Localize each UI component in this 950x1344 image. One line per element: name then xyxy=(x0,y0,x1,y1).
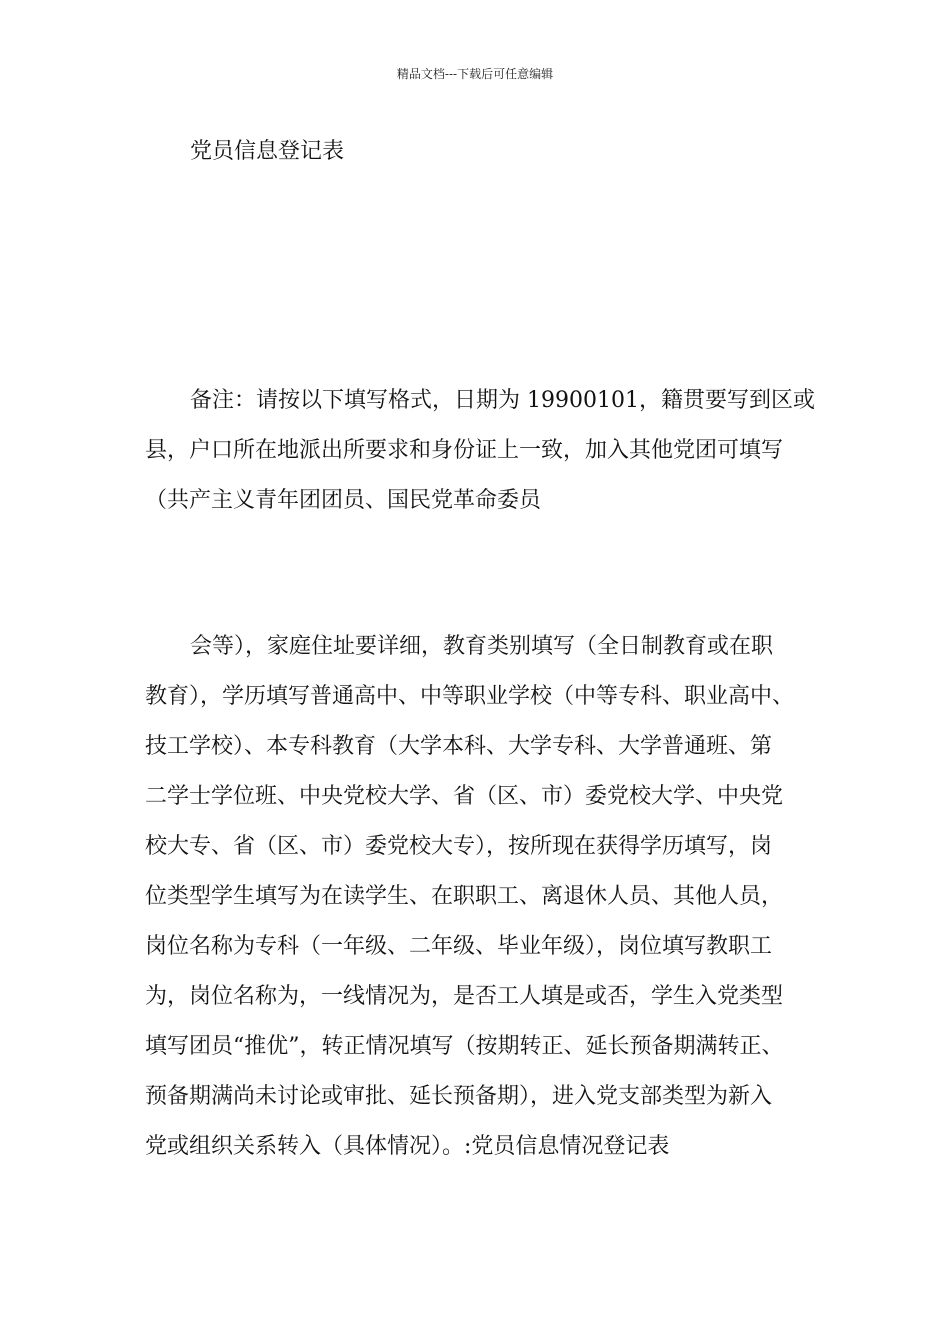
paragraph-line: 备注：请按以下填写格式，日期为 19900101，籍贯要写到区或 xyxy=(190,388,815,413)
page-header-note: 精品文档---下载后可任意编辑 xyxy=(396,67,554,81)
document-title: 党员信息登记表 xyxy=(190,139,345,164)
paragraph-line: 填写团员“推优”，转正情况填写（按期转正、延长预备期满转正、 xyxy=(145,1034,784,1059)
remarks-paragraph xyxy=(145,376,817,526)
instructions-paragraph xyxy=(145,622,817,1172)
paragraph-line: 技工学校）、本专科教育（大学本科、大学专科、大学普通班、第 xyxy=(145,734,773,759)
paragraph-line: 为，岗位名称为，一线情况为，是否工人填是或否，学生入党类型 xyxy=(145,984,784,1009)
paragraph-line: 位类型学生填写为在读学生、在职职工、离退休人员、其他人员， xyxy=(145,884,784,909)
paragraph-line: 预备期满尚未讨论或审批、延长预备期），进入党支部类型为新入 xyxy=(145,1084,773,1109)
paragraph-line: 教育），学历填写普通高中、中等职业学校（中等专科、职业高中、 xyxy=(145,684,795,709)
paragraph-line: 岗位名称为专科（一年级、二年级、毕业年级），岗位填写教职工 xyxy=(145,934,773,959)
paragraph-line: 会等），家庭住址要详细，教育类别填写（全日制教育或在职 xyxy=(190,634,774,659)
paragraph-line: 县，户口所在地派出所要求和身份证上一致，加入其他党团可填写 xyxy=(145,438,784,463)
paragraph-line: 党或组织关系转入（具体情况）。:党员信息情况登记表 xyxy=(145,1134,670,1159)
paragraph-line: （共产主义青年团团员、国民党革命委员 xyxy=(145,488,542,513)
paragraph-line: 二学士学位班、中央党校大学、省（区、市）委党校大学、中央党 xyxy=(145,784,784,809)
paragraph-line: 校大专、省（区、市）委党校大专），按所现在获得学历填写，岗 xyxy=(145,834,773,859)
